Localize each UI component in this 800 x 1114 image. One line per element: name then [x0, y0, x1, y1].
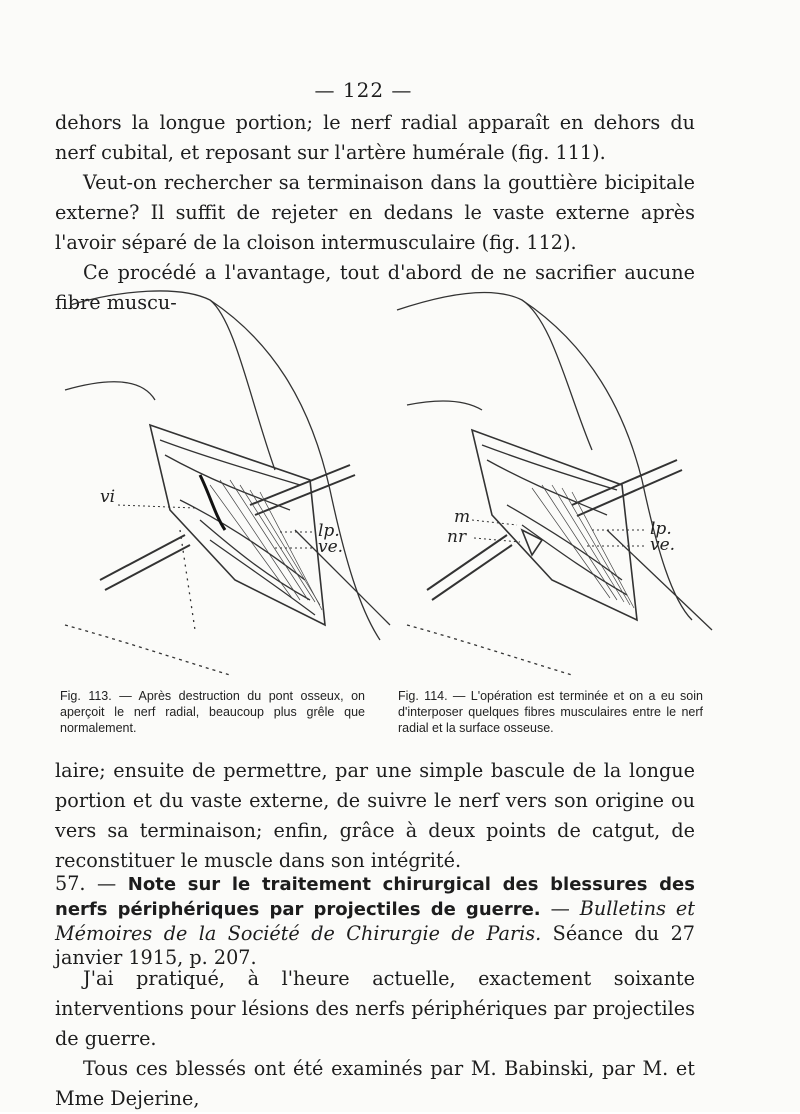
- paragraph-continuation: dehors la longue portion; le nerf radial apparaît en dehors du nerf cubital, et reposant sur l'artère humérale (fig. 111).: [55, 111, 695, 164]
- label-vi: vi: [100, 487, 116, 507]
- entry-57-title: Note sur le traitement chirurgical des blessures des nerfs périphériques par projectiles de guerre.: [55, 874, 695, 920]
- figure-113-caption: Fig. 113. — Après destruction du pont osseux, on aperçoit le nerf radial, beaucoup plus grêle que normalement.: [60, 689, 365, 735]
- figure-114-caption: Fig. 114. — L'opération est terminée et on a eu soin d'interposer quelques fibres musculaires entre le nerf radial et la surface osseuse.: [398, 689, 703, 735]
- entry-57: [55, 872, 695, 970]
- page-number: — 122 —: [314, 78, 413, 102]
- paragraph-veut: Veut-on rechercher sa terminaison dans la gouttière bicipitale externe? Il suffit de rejeter en dedans le vaste externe après l'avoir séparé de la cloison intermusculaire (fig. 112).: [55, 171, 695, 254]
- label-lp-114: lp.: [650, 519, 672, 539]
- label-ve-114: ve.: [650, 535, 676, 555]
- surgical-illustration-114: [392, 280, 732, 680]
- paragraph-jai: J'ai pratiqué, à l'heure actuelle, exactement soixante interventions pour lésions des nerfs périphériques par projectiles de guerre.: [55, 967, 695, 1050]
- entry-57-source: Bulletins et Mémoires de la Société de Chirurgie de Paris.: [55, 897, 695, 945]
- entry-57-session: Séance du 27 janvier 1915, p. 207.: [55, 922, 696, 969]
- paragraph-procede: Ce procédé a l'avantage, tout d'abord de ne sacrifier aucune fibre muscu-: [55, 261, 695, 314]
- label-ve: ve.: [318, 537, 344, 557]
- entry-57-number: 57. —: [55, 872, 117, 895]
- paragraph-tous: Tous ces blessés ont été examinés par M. Babinski, par M. et Mme Dejerine,: [55, 1057, 695, 1110]
- label-lp: lp.: [318, 521, 340, 541]
- entry-57-dash: —: [550, 897, 580, 920]
- label-m: m: [454, 507, 471, 527]
- label-nr: nr: [447, 527, 467, 547]
- body-text-bottom: [55, 756, 695, 876]
- body-text-final: [55, 964, 695, 1114]
- figure-113-illustration: [60, 280, 400, 680]
- figure-114-illustration: [392, 280, 732, 680]
- surgical-illustration-113: [60, 280, 400, 680]
- paragraph-laire: laire; ensuite de permettre, par une simple bascule de la longue portion et du vaste externe, de suivre le nerf vers son origine ou vers sa terminaison; enfin, grâce à deux points de catgut, de reconstituer le muscle dans son intégrité.: [55, 759, 695, 872]
